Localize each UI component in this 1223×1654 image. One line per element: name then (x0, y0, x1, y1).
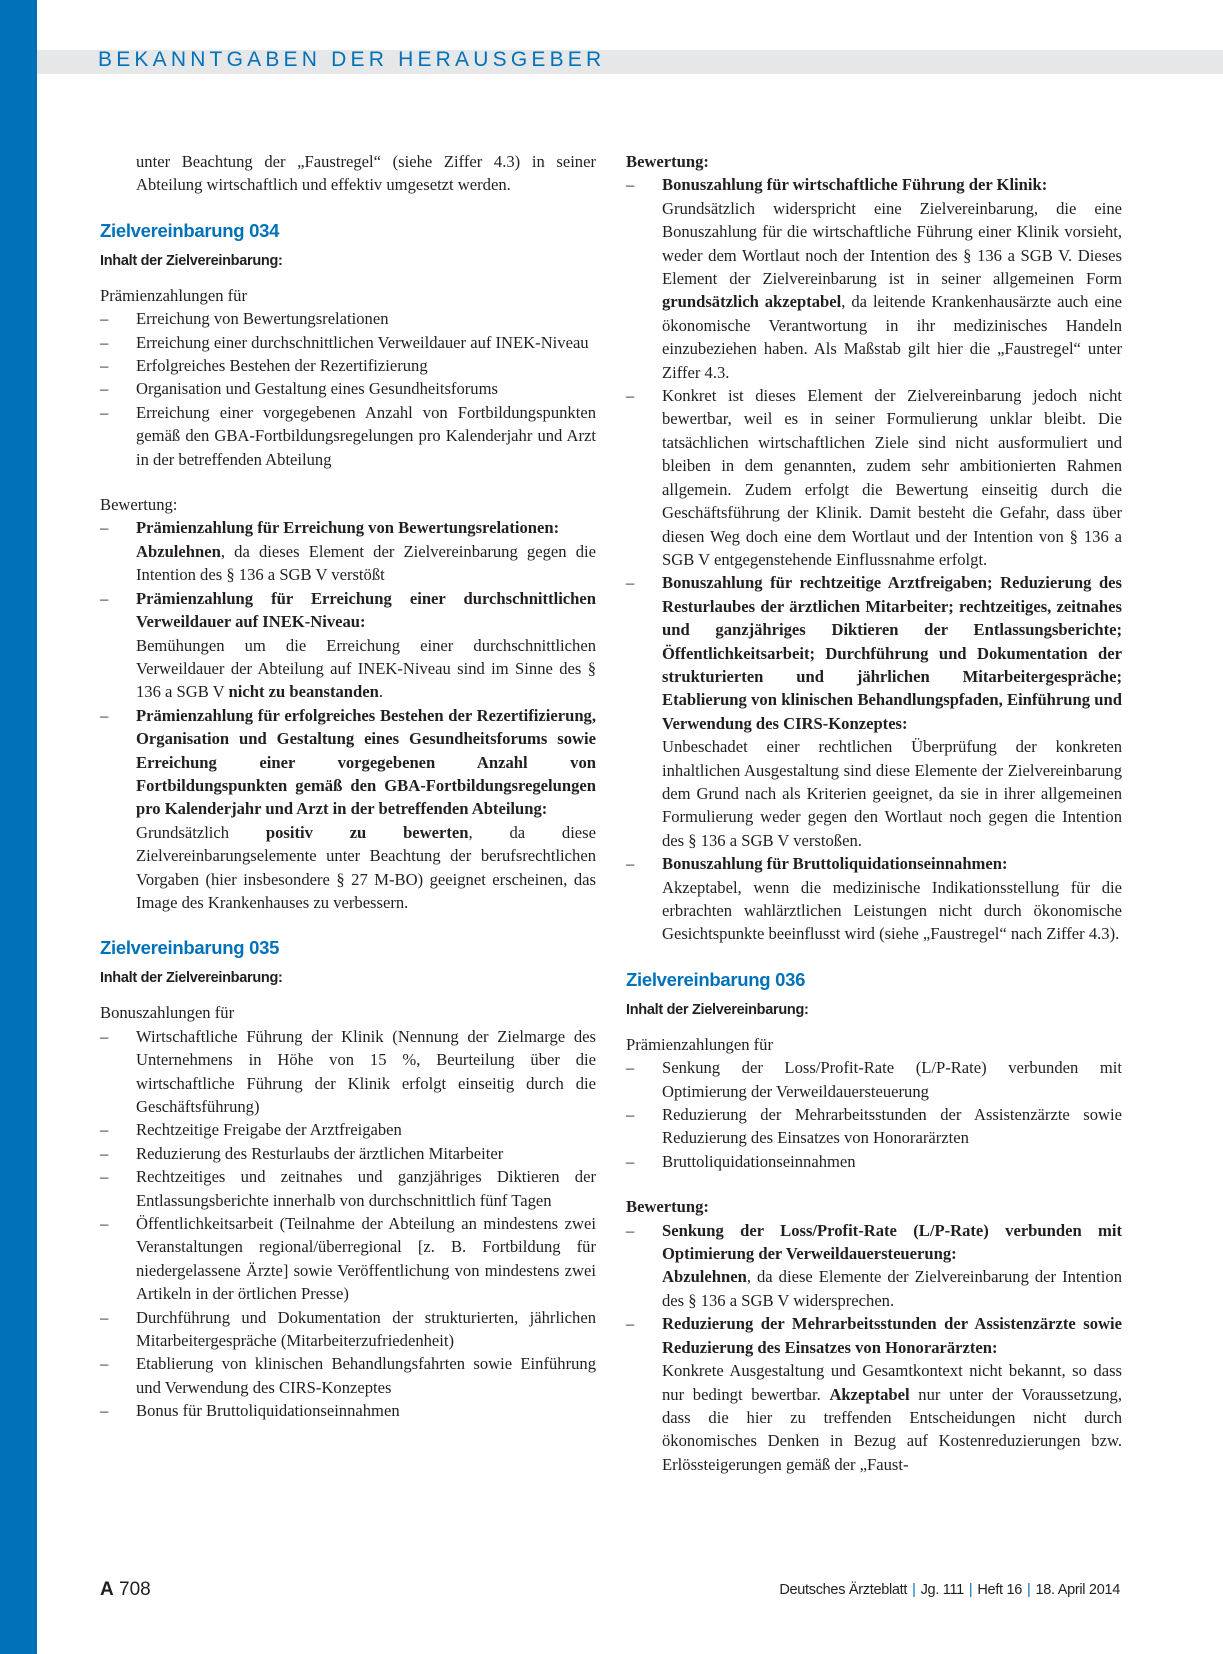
zv034-items (100, 307, 596, 471)
item-heading: Prämienzahlung für Erreichung von Bewertungsrelationen: (136, 518, 560, 538)
item-text: , da diese Elemente der Zielvereinbarung der Intention des § 136 a SGB V widersprechen. (662, 1267, 1122, 1310)
item-heading: Prämienzahlung für Erreichung einer durchschnittlichen Verweildauer auf INEK-Niveau: (136, 588, 596, 632)
section-header: BEKANNTGABEN DER HERAUSGEBER (98, 48, 606, 71)
item-text: Unbeschadet einer rechtlichen Überprüfung der konkreten inhaltlichen Ausgestaltung sind diese Elemente der Zielvereinbarung dem Grund nach als Kriterien geeignet, da sie in ihrer allgemeinen Formulierung weder gegen den Wortlaut noch gegen die Intention des § 136 a SGB V verstoßen. (662, 737, 1122, 850)
item-text: Grundsätzlich widerspricht eine Zielvereinbarung, die eine Bonuszahlung für die wirtschaftliche Führung einer Klinik vorsieht, weder dem Wortlaut noch der Intention des § 136 a SGB V. Dieses Element der Zielvereinbarung ist in seiner allgemeinen Form (662, 198, 1122, 289)
list-item (100, 587, 596, 704)
item-heading: Bonuszahlung für Bruttoliquidationseinnahmen: (662, 854, 1008, 874)
zv035-inhalt-label: Inhalt der Zielvereinbarung: (100, 970, 283, 987)
journal-footer (779, 1582, 1120, 1598)
zv036-bewertung (626, 1219, 1122, 1476)
zv034-title: Zielvereinbarung 034 (100, 219, 280, 241)
zv036-title: Zielvereinbarung 036 (626, 968, 806, 990)
item-heading: Reduzierung der Mehrarbeitsstunden der Assistenzärzte sowie Reduzierung des Einsatzes von Honorarärzten: (662, 1314, 1122, 1357)
list-item: – Senkung der Loss/Profit-Rate (L/P-Rate) verbunden mit Optimierung der Verweildauersteuerung (626, 1056, 1122, 1103)
journal-date: 18. April 2014 (1035, 1582, 1120, 1598)
list-item (100, 704, 596, 915)
right-column (626, 150, 1122, 1476)
page-number-value: 708 (119, 1579, 151, 1600)
list-item: – Bruttoliquidationseinnahmen (626, 1150, 1122, 1173)
verdict: Akzeptabel (829, 1384, 910, 1404)
zv035-bewertung (626, 173, 1122, 945)
item-text: Konkrete Ausgestaltung und Gesamtkontext nicht bekannt, so dass nur bedingt bewertbar. (662, 1361, 1122, 1404)
list-item: – Erfolgreiches Bestehen der Rezertifizierung (100, 354, 596, 377)
zv036-inhalt-label: Inhalt der Zielvereinbarung: (626, 1001, 809, 1018)
item-text: , da leitende Krankenhausärzte auch eine ökonomische Verantwortung in ihr medizinisches Handeln einzubeziehen haben. Als Maßstab gilt hier die „Faustregel“ unter Ziffer 4.3. (662, 292, 1123, 382)
list-item (626, 571, 1122, 852)
list-item: – Öffentlichkeitsarbeit (Teilnahme der Abteilung an mindestens zwei Veranstaltungen regional/überregional [z. B. Fortbildung für niedergelassene Ärzte] sowie Veröffentlichung von mindestens zwei Artikeln in der örtlichen Presse) (100, 1212, 596, 1306)
separator: | (968, 1582, 973, 1598)
item-heading: Bonuszahlung für wirtschaftliche Führung der Klinik: (662, 175, 1048, 195)
list-item: – Konkret ist dieses Element der Zielvereinbarung jedoch nicht bewertbar, weil es in seiner Formulierung unklar bleibt. Die tatsächlichen wirtschaftlichen Ziele sind nicht ausformuliert und bleiben in dem genannten, zudem sehr ambitionierten Rahmen allgemein. Zudem erfolgt die Bewertung einseitig durch die Geschäftsführung der Klinik. Damit besteht die Gefahr, dass über diesen Weg doch eine dem Wortlaut und der Intention von § 136 a SGB V entgegenstehende Einflussnahme erfolgt. (626, 384, 1122, 571)
zv036-items (626, 1056, 1122, 1173)
list-item: – Rechtzeitige Freigabe der Arztfreigaben (100, 1118, 596, 1141)
verdict: Abzulehnen (136, 541, 221, 561)
page-letter: A (100, 1579, 114, 1600)
verdict: nicht zu beanstanden (228, 682, 379, 702)
item-text: Bemühungen um die Erreichung einer durchschnittlichen Verweildauer der Abteilung auf INEK-Niveau sind im Sinne des § 136 a SGB V (136, 635, 596, 702)
list-item (626, 852, 1122, 946)
list-item: – Wirtschaftliche Führung der Klinik (Nennung der Zielmarge des Unternehmens in Höhe von 15 %, Beurteilung über die wirtschaftliche Führung der Klinik erfolgt einseitig durch die Geschäftsführung) (100, 1025, 596, 1119)
zv035-title: Zielvereinbarung 035 (100, 937, 280, 959)
item-heading: Bonuszahlung für rechtzeitige Arztfreigaben; Reduzierung des Resturlaubes der ärztlichen Mitarbeiter; rechtzeitiges, zeitnahes und ganzjähriges Diktieren der Entlassungsberichte; Öffentlichkeitsarbeit; Durchführung und Dokumentation der strukturierten und jährlichen Mitarbeitergespräche; Etablierung von klinischen Behandlungspfaden, Einführung und Verwendung des CIRS-Konzeptes: (662, 573, 1122, 733)
item-text: , da dieses Element der Zielvereinbarung gegen die Intention des § 136 a SGB V verstößt (136, 541, 596, 585)
item-text: Grundsätzlich (136, 822, 266, 842)
item-heading: Prämienzahlung für erfolgreiches Bestehen der Rezertifizierung, Organisation und Gestaltung eines Gesundheitsforums sowie Erreichung einer vorgegebenen Anzahl von Fortbildungspunkten gemäß den GBA-Fortbildungsregelungen pro Kalenderjahr und Arzt in der betreffenden Abteilung: (136, 705, 596, 819)
sidebar-stripe (0, 0, 37, 1654)
zv034-bewertung-label: Bewertung: (100, 495, 178, 515)
list-item: – Bonus für Bruttoliquidationseinnahmen (100, 1399, 596, 1422)
item-text: , da diese Zielvereinbarungselemente unter Beachtung der berufsrechtlichen Vorgaben (hier insbesondere § 27 M-BO) geeignet erscheinen, das Image des Krankenhauses zu verbessern. (136, 822, 596, 912)
list-item: – Durchführung und Dokumentation der strukturierten, jährlichen Mitarbeitergespräche (Mitarbeiterzufriedenheit) (100, 1306, 596, 1353)
zv035-items (100, 1025, 596, 1423)
list-item: – Erreichung einer durchschnittlichen Verweildauer auf INEK-Niveau (100, 331, 596, 354)
list-item: – Etablierung von klinischen Behandlungsfahrten sowie Einführung und Verwendung des CIRS-Konzeptes (100, 1352, 596, 1399)
list-item: – Reduzierung der Mehrarbeitsstunden der Assistenzärzte sowie Reduzierung des Einsatzes von Honorarärzten (626, 1103, 1122, 1150)
zv036-bewertung-label: Bewertung: (626, 1197, 709, 1217)
list-item (100, 516, 596, 586)
zv034-lead: Prämienzahlungen für (100, 285, 247, 305)
item-text-end: . (378, 682, 383, 702)
item-text: nur unter der Voraussetzung, dass die hier zu treffenden Entscheidungen nicht durch ökonomisches Denken in Bezug auf Kostenreduzierungen bzw. Erlössteigerungen gemäß der „Faust- (662, 1384, 1122, 1474)
journal-volume: Jg. 111 (920, 1582, 964, 1598)
left-column (100, 150, 596, 1423)
zv036-lead: Prämienzahlungen für (626, 1034, 773, 1054)
zv035-lead: Bonuszahlungen für (100, 1003, 235, 1023)
journal-name: Deutsches Ärzteblatt (779, 1582, 908, 1598)
list-item: – Erreichung von Bewertungsrelationen (100, 307, 596, 330)
zv034-bewertung (100, 516, 596, 914)
item-heading: Senkung der Loss/Profit-Rate (L/P-Rate) verbunden mit Optimierung der Verweildauersteuerung: (662, 1220, 1122, 1264)
separator: | (1027, 1582, 1031, 1598)
verdict: positiv zu bewerten (265, 822, 469, 842)
intro-paragraph: unter Beachtung der „Faustregel“ (siehe Ziffer 4.3) in seiner Abteilung wirtschaftlich und effektiv umgesetzt werden. (136, 152, 596, 195)
verdict: grundsätzlich akzeptabel (662, 292, 842, 312)
item-text: Akzeptabel, wenn die medizinische Indikationsstellung für die erbrachten wahlärztlichen Leistungen nicht durch ökonomische Gesichtspunkte beeinflusst wird (siehe „Faustregel“ nach Ziffer 4.3). (662, 877, 1122, 944)
verdict: Abzulehnen (662, 1267, 747, 1287)
list-item (626, 1312, 1122, 1476)
separator: | (912, 1582, 916, 1598)
list-item: – Organisation und Gestaltung eines Gesundheitsforums (100, 377, 596, 400)
page-number (100, 1579, 151, 1601)
list-item: – Erreichung einer vorgegebenen Anzahl von Fortbildungspunkten gemäß den GBA-Fortbildungsregelungen pro Kalenderjahr und Arzt in der betreffenden Abteilung (100, 401, 596, 471)
zv034-inhalt-label: Inhalt der Zielvereinbarung: (100, 252, 283, 269)
journal-issue: Heft 16 (977, 1582, 1023, 1598)
list-item: – Rechtzeitiges und zeitnahes und ganzjähriges Diktieren der Entlassungsberichte innerhalb von durchschnittlich fünf Tagen (100, 1165, 596, 1212)
list-item (626, 173, 1122, 384)
list-item (626, 1219, 1122, 1313)
list-item: – Reduzierung des Resturlaubs der ärztlichen Mitarbeiter (100, 1142, 596, 1165)
zv035-bewertung-label: Bewertung: (626, 152, 709, 171)
